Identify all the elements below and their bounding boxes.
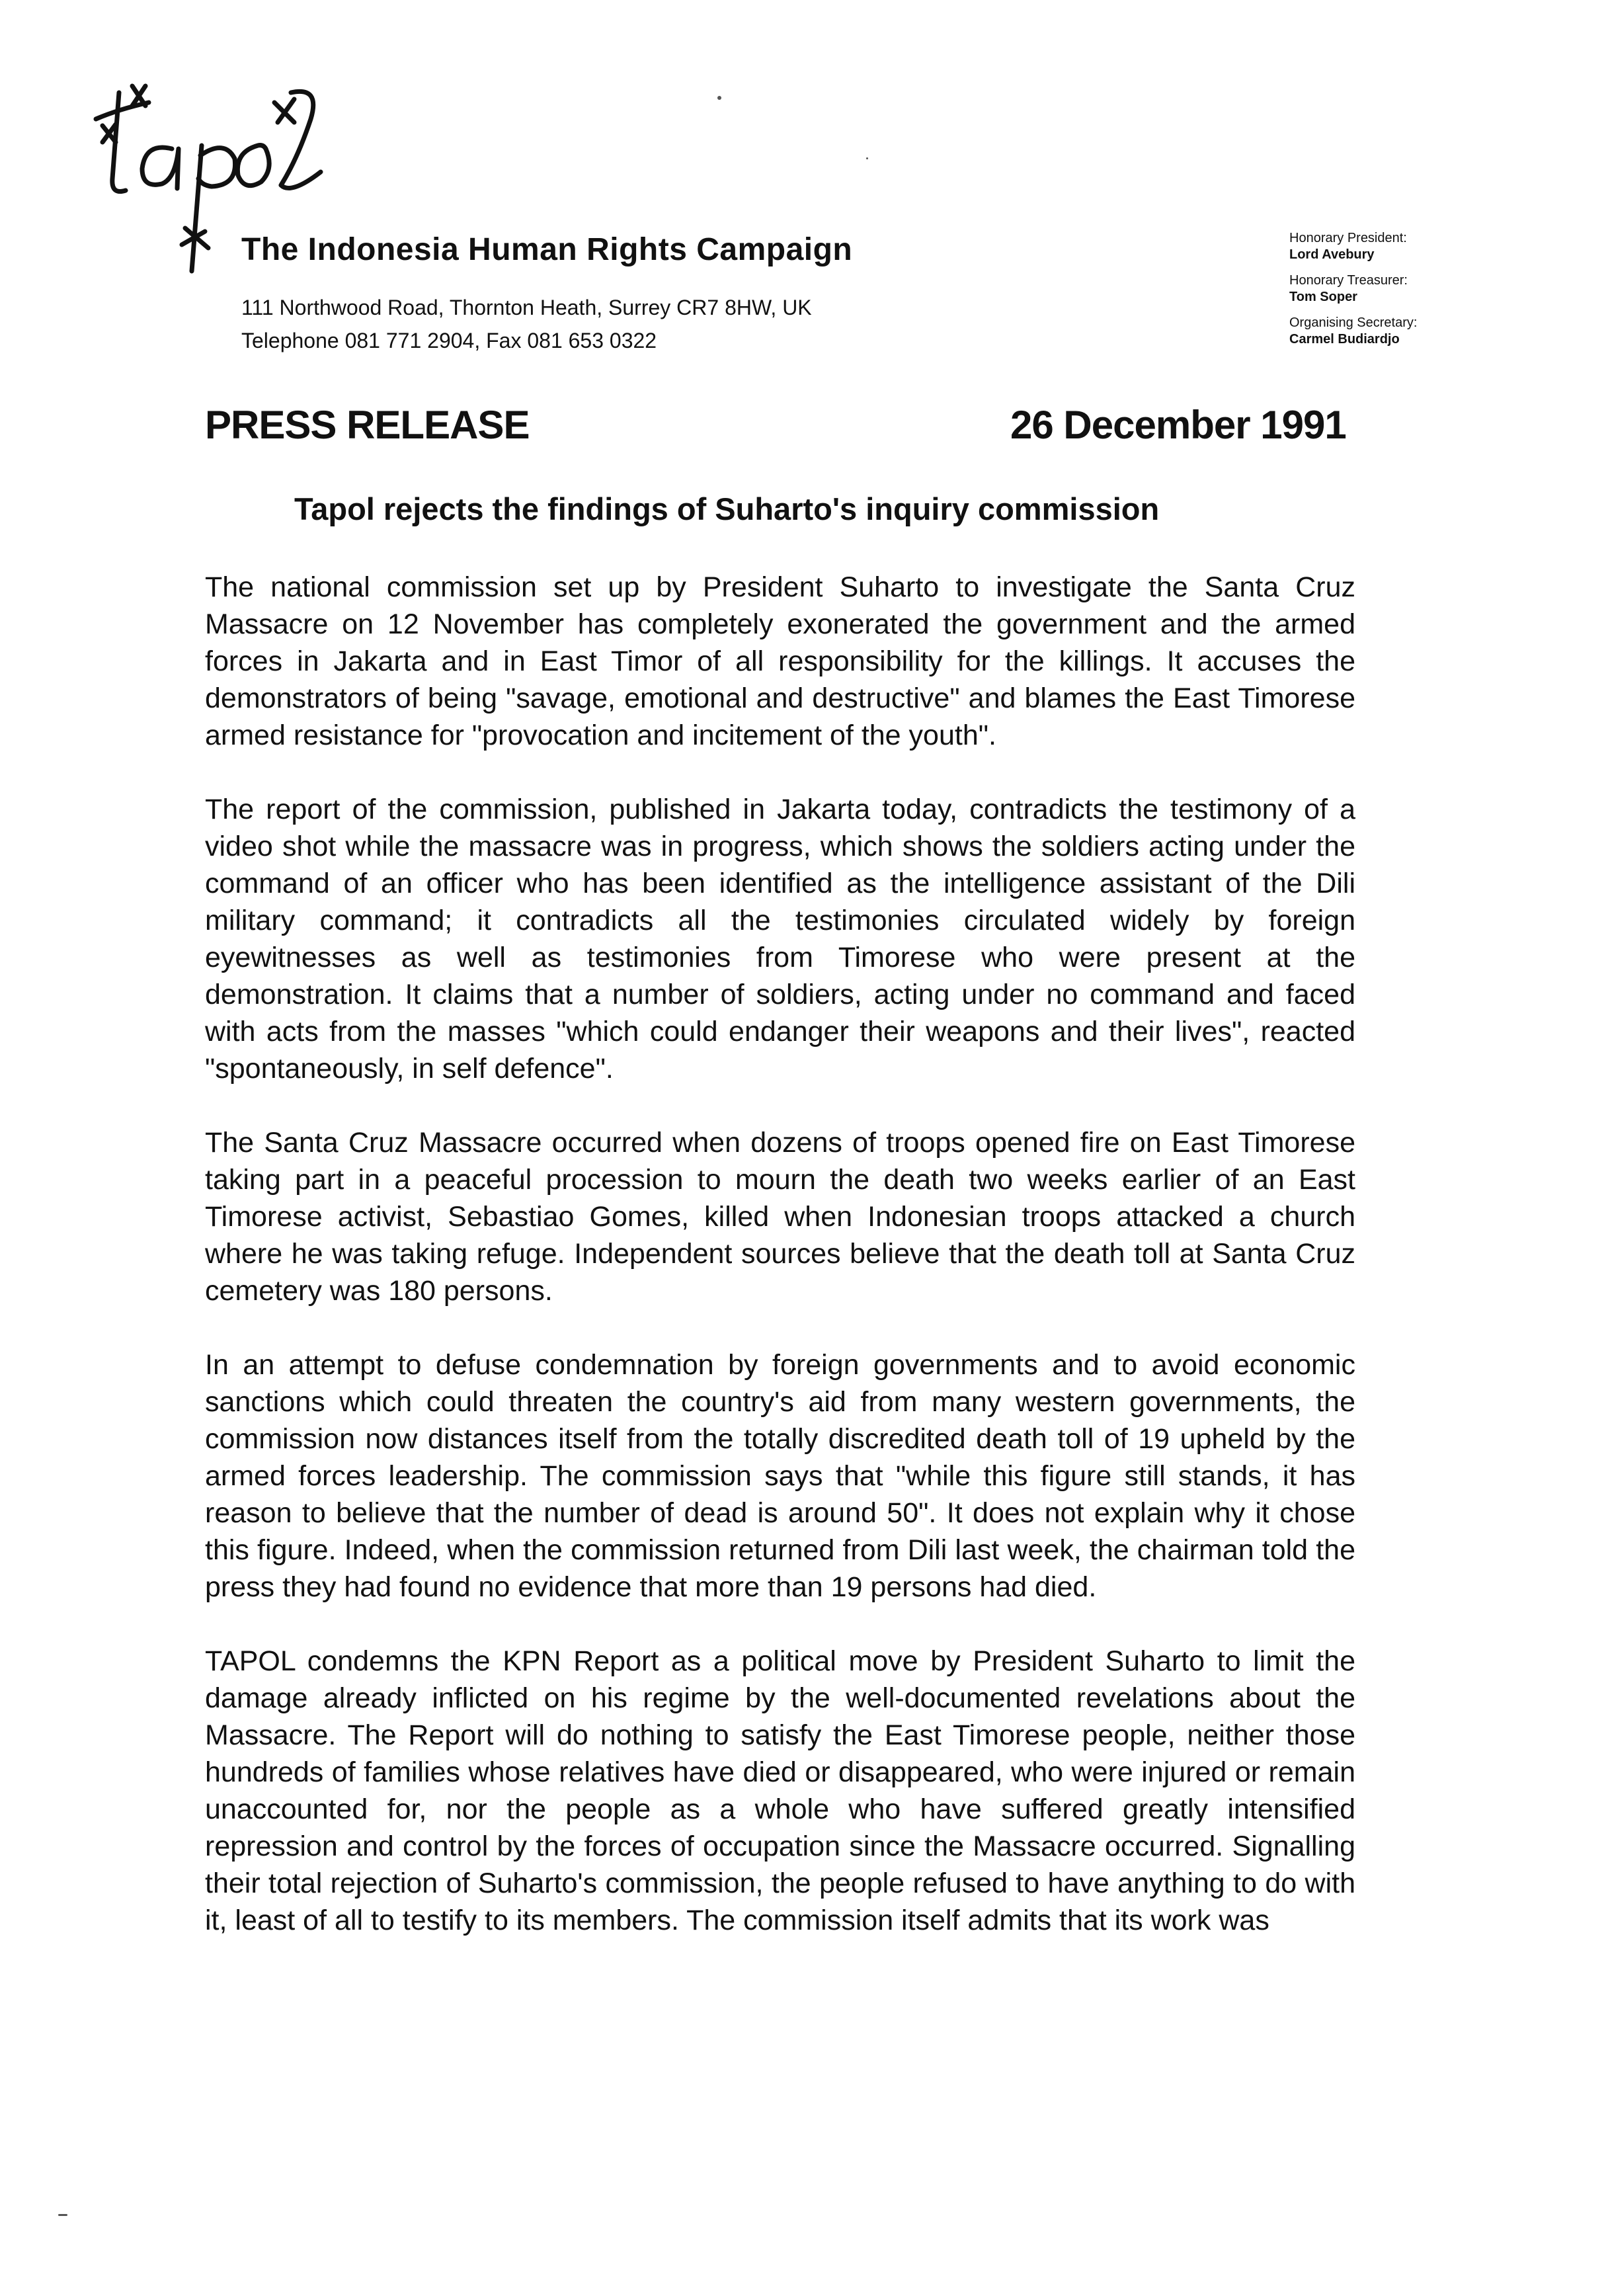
body-paragraph: The national commission set up by President Suharto to investigate the Santa Cruz Massacre on 12 November has completely exonerated the government and the armed forces in Jakarta and in East Timor of all responsibility for the killings. It accuses the demonstrators of being "savage, emotional and destructive" and blames the East Timorese armed resistance for "provocation and incitement of the youth".	[205, 571, 1355, 751]
press-release-label: PRESS RELEASE	[205, 403, 530, 447]
body-paragraph: The Santa Cruz Massacre occurred when dozens of troops opened fire on East Timorese taking part in a peaceful procession to mourn the death two weeks earlier of an East Timorese activist, Sebastiao Gomes, killed when Indonesian troops attacked a church where he was taking refuge. Independent sources believe that the death toll at Santa Cruz cemetery was 180 persons.	[205, 1127, 1355, 1307]
officers-list	[1289, 230, 1417, 357]
officer-role: Honorary President:	[1289, 231, 1407, 245]
release-body	[205, 569, 1355, 1939]
body-paragraph: TAPOL condemns the KPN Report as a political move by President Suharto to limit the damage already inflicted on his regime by the well-documented revelations about the Massacre. The Report will do nothing to satisfy the East Timorese people, neither those hundreds of families whose relatives have died or disappeared, who were injured or remain unaccounted for, nor the people as a whole who have suffered greatly intensified repression and control by the forces of occupation since the Massacre occurred. Signalling their total rejection of Suharto's commission, the people refused to have anything to do with it, least of all to testify to its members. The commission itself admits that its work was	[205, 1645, 1355, 1936]
officer-role: Honorary Treasurer:	[1289, 273, 1408, 288]
officer-name: Lord Avebury	[1289, 247, 1375, 262]
release-date: 26 December 1991	[1010, 403, 1346, 447]
scan-speck	[866, 157, 868, 159]
officer-name: Tom Soper	[1289, 290, 1357, 304]
body-paragraph: In an attempt to defuse condemnation by foreign governments and to avoid economic sanctions which could threaten the country's aid from many western governments, the commission now distances itself from the totally discredited death toll of 19 upheld by the armed forces leadership. The commission says that "while this figure still stands, it has reason to believe that the number of dead is around 50". It does not explain why it chose this figure. Indeed, when the commission returned from Dili last week, the chairman told the press they had found no evidence that more than 19 persons had died.	[205, 1349, 1355, 1603]
scan-speck	[58, 2214, 67, 2216]
officer-name: Carmel Budiardjo	[1289, 332, 1400, 347]
scan-speck	[717, 96, 721, 100]
postal-address: 111 Northwood Road, Thornton Heath, Surrey CR7 8HW, UK	[241, 296, 812, 319]
officer-role: Organising Secretary:	[1289, 315, 1418, 330]
letterhead-address	[241, 291, 812, 357]
body-paragraph: The report of the commission, published in Jakarta today, contradicts the testimony of a video shot while the massacre was in progress, which shows the soldiers acting under the command of an officer who has been identified as the intelligence assistant of the Dili military command; it contradicts all the testimonies circulated widely by foreign eyewitnesses as well as testimonies from Timorese who were present at the demonstration. It claims that a number of soldiers, acting under no command and faced with acts from the masses "which could endanger their weapons and their lives", reacted "spontaneously, in self defence".	[205, 794, 1355, 1085]
organisation-name: The Indonesia Human Rights Campaign	[241, 232, 853, 267]
contact-numbers: Telephone 081 771 2904, Fax 081 653 0322	[241, 329, 657, 352]
headline: Tapol rejects the findings of Suharto's inquiry commission	[294, 491, 1160, 526]
